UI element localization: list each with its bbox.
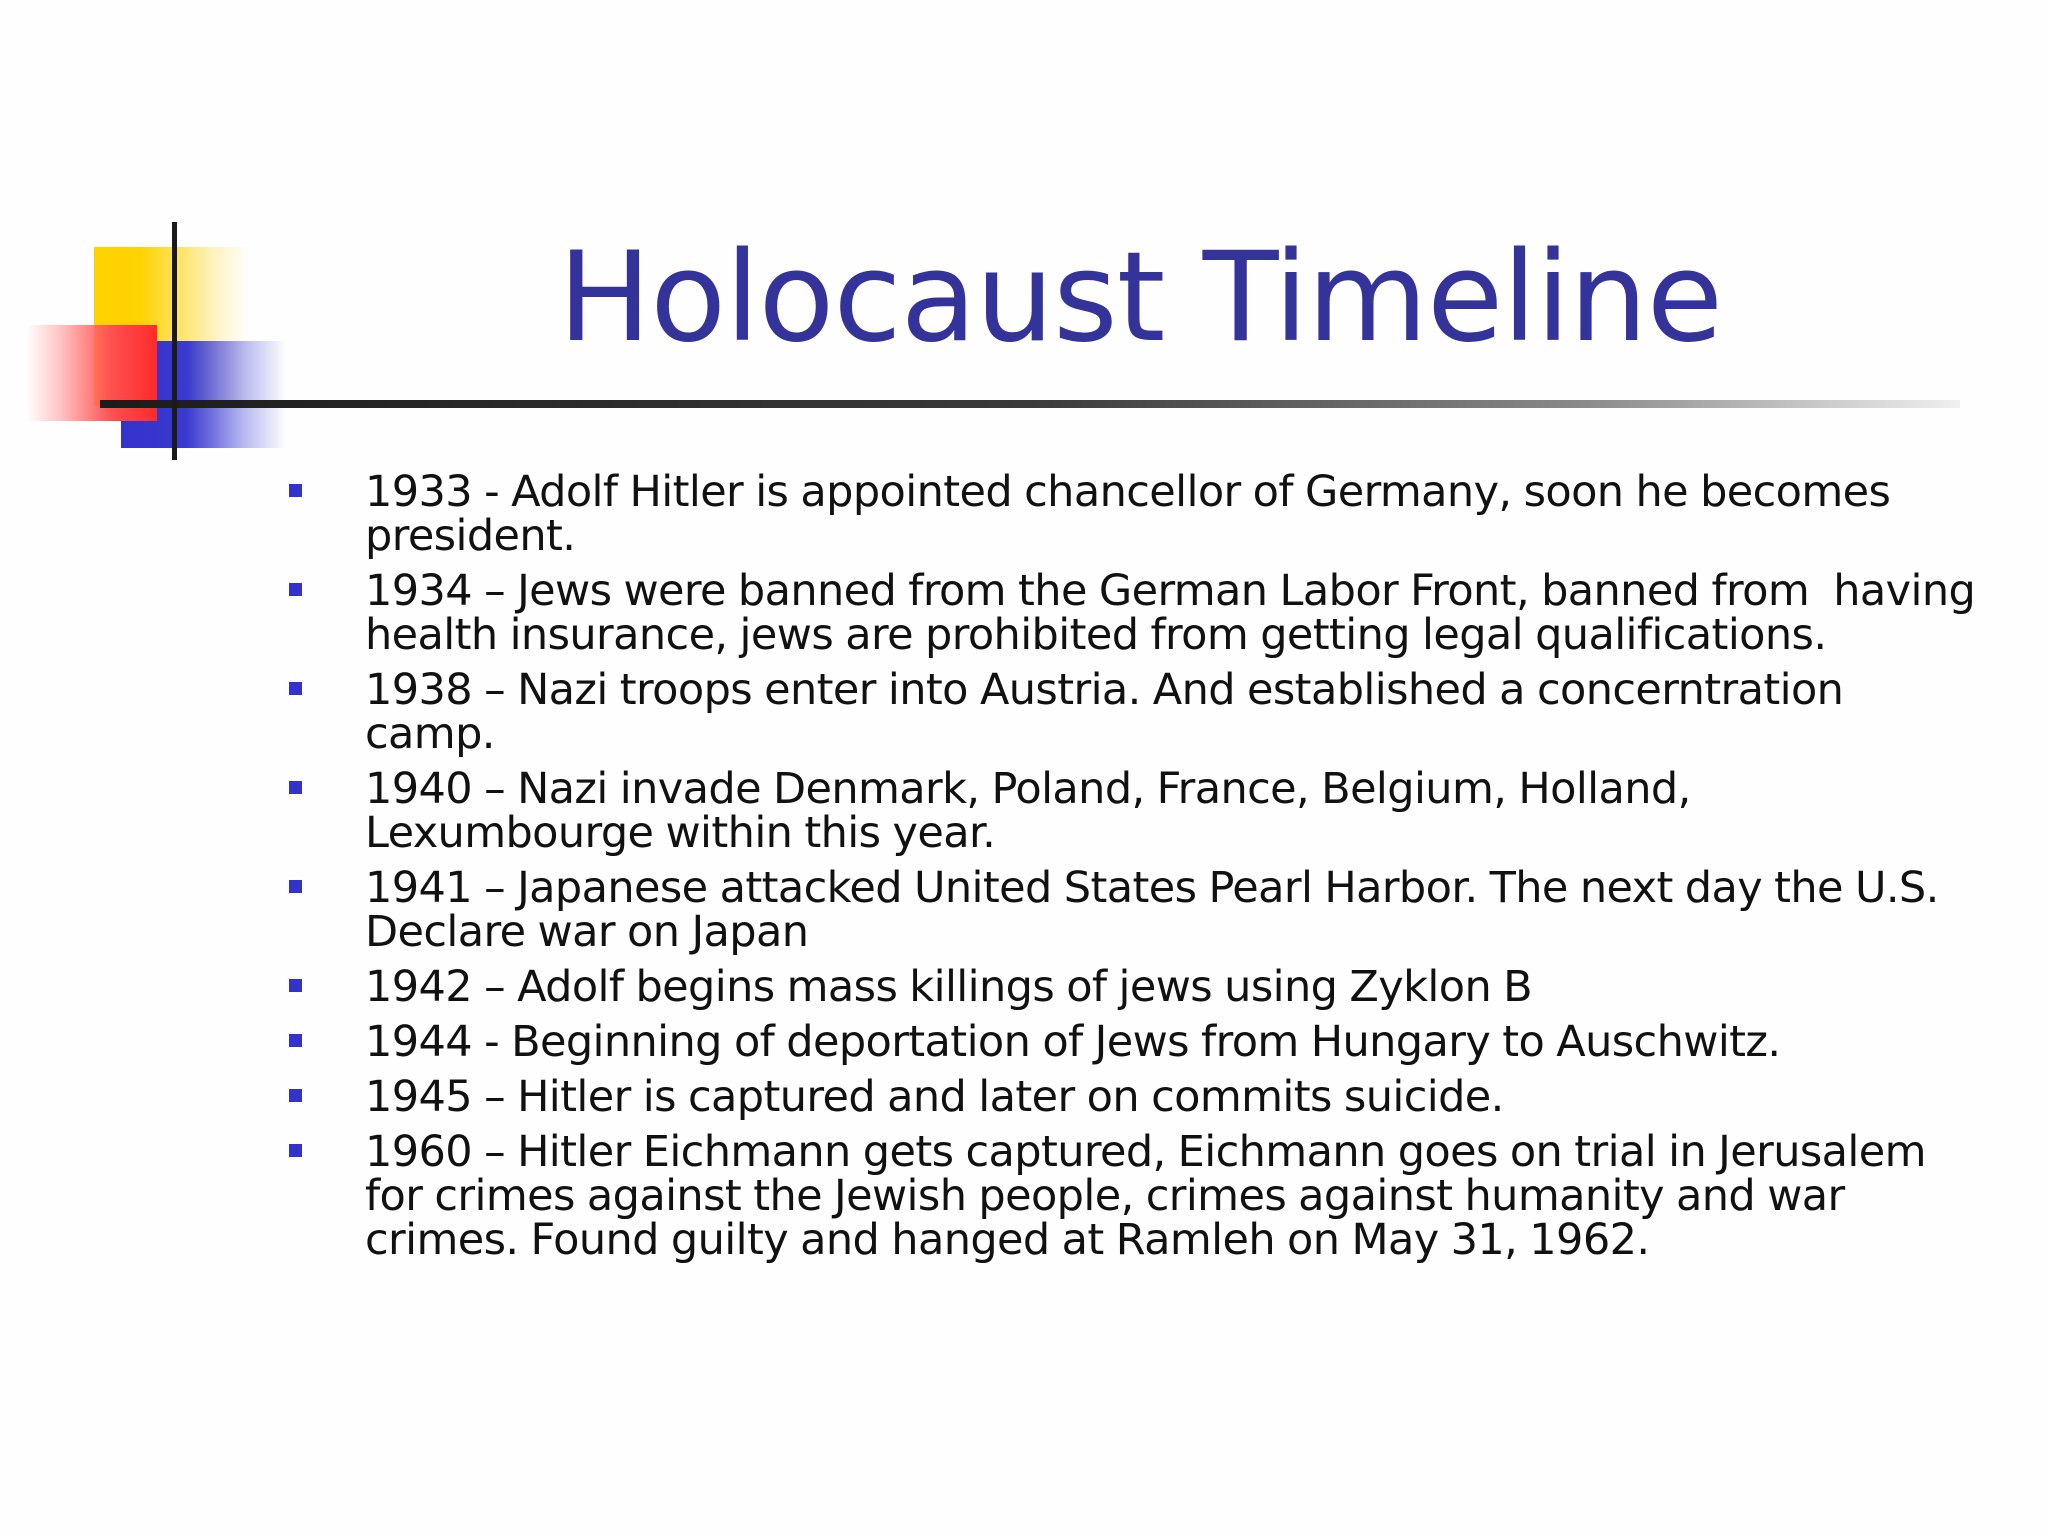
bullet-item-1940 <box>285 764 1985 858</box>
bullet-item-1942 <box>285 962 1985 1012</box>
square-bullet-icon <box>289 781 302 794</box>
bullet-item-1945 <box>285 1072 1985 1122</box>
square-bullet-icon <box>289 682 302 695</box>
bullet-text: 1933 - Adolf Hitler is appointed chancellor of Germany, soon he becomes president. <box>365 467 1903 561</box>
bullet-text: 1942 – Adolf begins mass killings of jews using Zyklon B <box>365 962 1533 1012</box>
bullet-text: 1940 – Nazi invade Denmark, Poland, France, Belgium, Holland, Lexumbourge within this year. <box>365 764 1703 858</box>
square-bullet-icon <box>289 979 302 992</box>
bullet-text: 1938 – Nazi troops enter into Austria. And established a concerntration camp. <box>365 665 1856 759</box>
square-bullet-icon <box>289 1034 302 1047</box>
bullet-item-1933 <box>285 467 1985 561</box>
timeline-bullet-list <box>285 467 1988 1273</box>
bullet-item-1934 <box>285 566 1988 660</box>
square-bullet-icon <box>289 1144 302 1157</box>
bullet-item-1938 <box>285 665 1985 759</box>
bullet-text: 1944 - Beginning of deportation of Jews from Hungary to Auschwitz. <box>365 1017 1781 1067</box>
bullet-text: 1945 – Hitler is captured and later on commits suicide. <box>365 1072 1504 1122</box>
square-bullet-icon <box>289 880 302 893</box>
bullet-item-1944 <box>285 1017 1985 1067</box>
title-underline-rule <box>100 400 1960 408</box>
bullet-text: 1960 – Hitler Eichmann gets captured, Eichmann goes on trial in Jerusalem for crimes against the Jewish people, crimes against humanity and war crimes. Found guilty and hanged at Ramleh on May 31, 1962. <box>365 1127 1938 1265</box>
decorative-vertical-line <box>172 222 177 460</box>
bullet-item-1941 <box>285 863 1985 957</box>
square-bullet-icon <box>289 583 302 596</box>
bullet-text: 1934 – Jews were banned from the German Labor Front, banned from having health insurance, jews are prohibited from getting legal qualifications. <box>365 566 1988 660</box>
square-bullet-icon <box>289 484 302 497</box>
bullet-item-1960 <box>285 1127 1985 1265</box>
slide-title: Holocaust Timeline <box>557 226 1723 370</box>
bullet-text: 1941 – Japanese attacked United States Pearl Harbor. The next day the U.S. Declare war on Japan <box>365 863 1951 957</box>
square-bullet-icon <box>289 1089 302 1102</box>
